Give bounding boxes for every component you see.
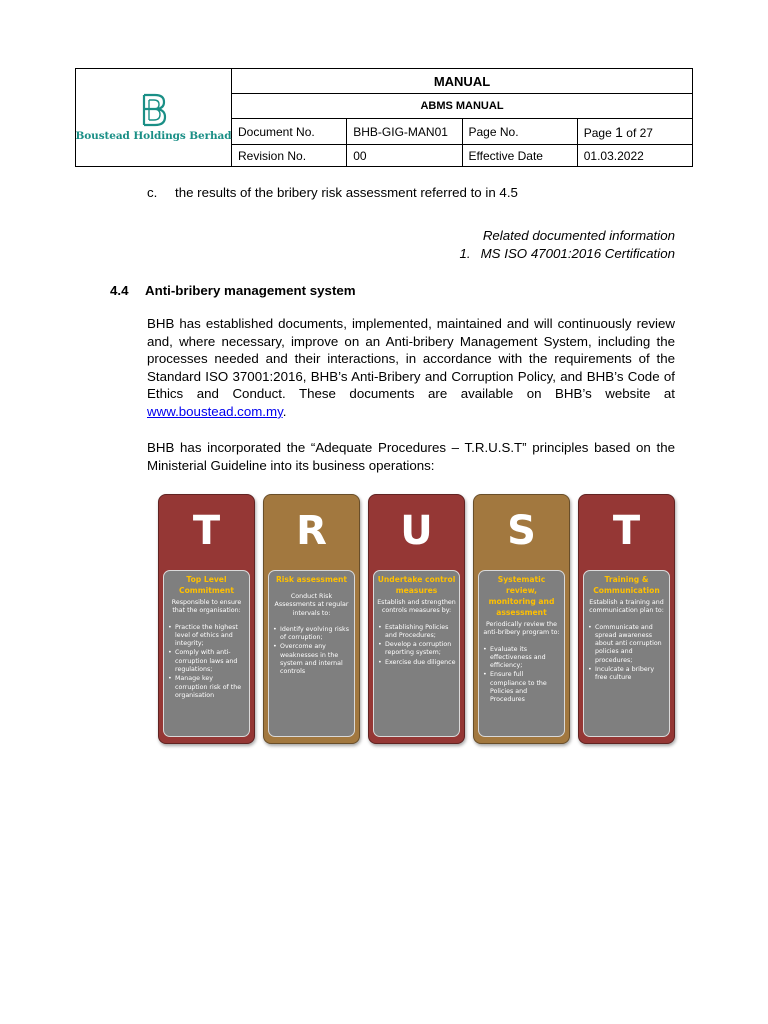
trust-card-item: • Identify evolving risks of corruption; <box>272 626 351 643</box>
effective-date-label: Effective Date <box>462 145 577 167</box>
page-no-label: Page No. <box>462 119 577 145</box>
section-number: 4.4 <box>110 283 129 298</box>
trust-principles-graphic <box>158 494 676 746</box>
revision-no-value: 00 <box>347 145 462 167</box>
logo-cell <box>76 69 232 167</box>
document-header-table <box>75 68 693 167</box>
list-item-text: the results of the bribery risk assessment referred to in 4.5 <box>175 185 518 200</box>
manual-title: MANUAL <box>232 69 693 94</box>
trust-card-description: Establish and strengthen controls measures by: <box>377 599 456 615</box>
related-documented-information <box>460 227 675 262</box>
trust-card-description: Establish a training and communication plan to: <box>589 599 664 615</box>
trust-card-item: • Overcome any weaknesses in the system and internal controls <box>272 643 351 676</box>
list-item-c <box>147 184 518 202</box>
trust-card-list <box>377 624 456 667</box>
trust-card <box>163 570 250 737</box>
trust-card-item: • Exercise due diligence <box>377 659 456 667</box>
manual-subtitle: ABMS MANUAL <box>232 94 693 119</box>
trust-card-list <box>482 646 561 705</box>
related-item <box>460 245 675 263</box>
section-heading <box>110 282 356 300</box>
trust-card-item: • Evaluate its effectiveness and efficiency; <box>482 646 561 671</box>
trust-column-systematic-review <box>473 494 570 744</box>
trust-letter: U <box>400 508 433 554</box>
paragraph-abms <box>147 315 675 421</box>
document-no-value: BHB-GIG-MAN01 <box>347 119 462 145</box>
trust-card <box>478 570 565 737</box>
trust-letter: S <box>507 508 536 554</box>
trust-card-item: • Inculcate a bribery free culture <box>587 666 666 683</box>
trust-card-list <box>587 624 666 683</box>
trust-card-item: • Establishing Policies and Procedures; <box>377 624 456 641</box>
trust-card-list <box>167 624 246 701</box>
trust-column-undertake-control-measures <box>368 494 465 744</box>
trust-letter: T <box>192 508 221 554</box>
trust-card-title: Training & Communication <box>593 575 660 595</box>
document-no-label: Document No. <box>232 119 347 145</box>
trust-card <box>583 570 670 737</box>
section-title: Anti-bribery management system <box>145 283 356 298</box>
trust-card-description: Conduct Risk Assessments at regular intervals to: <box>274 593 349 617</box>
paragraph-trust: BHB has incorporated the “Adequate Procedures – T.R.U.S.T” principles based on the Ministerial Guideline into its business operations: <box>147 440 675 473</box>
related-heading: Related documented information <box>482 228 675 243</box>
trust-column-training-communication <box>578 494 675 744</box>
trust-letter: R <box>296 508 327 554</box>
boustead-logo-icon <box>140 93 168 127</box>
trust-card-title: Risk assessment <box>275 575 348 584</box>
page-number: 1 <box>615 123 623 140</box>
related-item-text: MS ISO 47001:2016 Certification <box>480 245 675 261</box>
page-prefix: Page <box>583 125 612 140</box>
company-name: Boustead Holdings Berhad <box>75 130 232 142</box>
related-item-number: 1. <box>459 245 471 261</box>
trust-card <box>268 570 355 737</box>
paragraph-abms-text: BHB has established documents, implemented, maintained and will continuously review and, where necessary, improve on an Anti-bribery Management System, including the processes needed and their interactions, in accordance with the requirements of the Standard ISO 37001:2016, BHB’s Anti-Bribery and Corruption Policy, and BHB’s Code of Ethics and Conduct. These documents are available on BHB’s website at <box>147 316 675 402</box>
page-no-value <box>577 119 692 145</box>
trust-card-title: Undertake control measures <box>377 575 456 595</box>
trust-card-list <box>272 626 351 677</box>
trust-card-item: • Ensure full compliance to the Policies and Procedures <box>482 671 561 704</box>
trust-card-item: • Comply with anti-corruption laws and regulations; <box>167 649 246 674</box>
trust-column-top-level-commitment <box>158 494 255 744</box>
trust-column-risk-assessment <box>263 494 360 744</box>
revision-no-label: Revision No. <box>232 145 347 167</box>
company-logo <box>76 93 231 142</box>
trust-card-item: • Manage key corruption risk of the organisation <box>167 675 246 700</box>
trust-card <box>373 570 460 737</box>
trust-card-item: • Develop a corruption reporting system; <box>377 641 456 658</box>
trust-card-title: Top Level Commitment <box>179 575 234 595</box>
trust-card-title: Systematic review, monitoring and assessment <box>488 575 555 617</box>
boustead-website-link[interactable]: www.boustead.com.my <box>147 403 283 419</box>
effective-date-value: 01.03.2022 <box>577 145 692 167</box>
trust-letter: T <box>612 508 641 554</box>
page-suffix: of 27 <box>626 125 653 140</box>
paragraph-abms-end: . <box>282 403 287 419</box>
trust-card-description: Periodically review the anti-bribery program to: <box>483 621 560 637</box>
list-item-label: c. <box>147 185 158 200</box>
trust-card-item: • Communicate and spread awareness about anti corruption policies and procedures; <box>587 624 666 665</box>
trust-card-description: Responsible to ensure that the organisation: <box>171 599 242 615</box>
trust-card-item: • Practice the highest level of ethics and integrity; <box>167 624 246 649</box>
